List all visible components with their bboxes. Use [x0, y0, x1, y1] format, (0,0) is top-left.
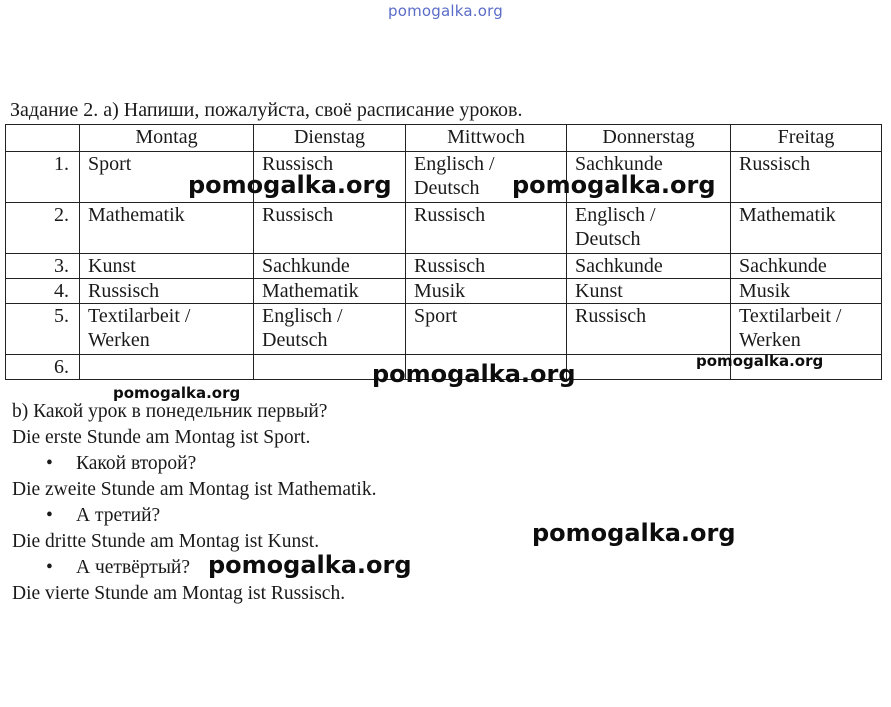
cell-line: Englisch / [575, 204, 656, 226]
question-3: А третий? [76, 505, 161, 526]
answer-2: Die zweite Stunde am Montag ist Mathematik. [12, 479, 377, 500]
watermark: pomogalka.org [696, 352, 824, 370]
cell-donnerstag [567, 304, 731, 355]
cell-line: Sport [88, 153, 132, 175]
watermark: pomogalka.org [372, 360, 576, 388]
answer-1: Die erste Stunde am Montag ist Sport. [12, 427, 311, 448]
cell-line: Russisch [262, 153, 334, 175]
cell-line: Sachkunde [575, 153, 663, 175]
answer-4: Die vierte Stunde am Montag ist Russisch. [12, 583, 346, 604]
cell-mittwoch [406, 279, 567, 304]
header-cell-mittwoch: Mittwoch [406, 125, 567, 152]
watermark: pomogalka.org [532, 519, 736, 547]
cell-dienstag [254, 203, 406, 254]
bullet-icon: • [46, 505, 53, 526]
cell-dienstag [254, 254, 406, 279]
cell-line: Mathematik [262, 280, 359, 302]
cell-line: Kunst [88, 255, 136, 277]
table-row [6, 254, 882, 279]
cell-mittwoch [406, 203, 567, 254]
bullet-icon: • [46, 453, 53, 474]
cell-line: Deutsch [262, 329, 328, 351]
cell-line: Musik [414, 280, 466, 302]
cell-line: Werken [88, 329, 150, 351]
cell-line: Sport [414, 305, 458, 327]
header-row [6, 125, 882, 152]
cell-montag [80, 279, 254, 304]
lesson-number: 3. [6, 254, 80, 279]
cell-mittwoch [406, 304, 567, 355]
cell-montag [80, 304, 254, 355]
cell-line: Deutsch [414, 177, 480, 199]
lesson-number: 2. [6, 203, 80, 254]
lesson-number: 5. [6, 304, 80, 355]
cell-line: Textilarbeit / [88, 305, 191, 327]
cell-donnerstag [567, 254, 731, 279]
cell-line: Mathematik [739, 204, 836, 226]
header-cell-dienstag: Dienstag [254, 125, 406, 152]
cell-line: Russisch [88, 280, 160, 302]
cell-line: Russisch [414, 255, 486, 277]
table-row [6, 304, 882, 355]
cell-mittwoch [406, 254, 567, 279]
cell-dienstag [254, 304, 406, 355]
cell-line: Deutsch [575, 228, 641, 250]
cell-montag [80, 355, 254, 380]
table-row [6, 152, 882, 203]
cell-dienstag [254, 279, 406, 304]
cell-line: Musik [739, 280, 791, 302]
cell-line: Russisch [739, 153, 811, 175]
table-row [6, 279, 882, 304]
table-row [6, 203, 882, 254]
header-cell-donnerstag: Donnerstag [567, 125, 731, 152]
header-watermark: pomogalka.org [388, 2, 503, 20]
cell-montag [80, 203, 254, 254]
watermark: pomogalka.org [512, 171, 716, 199]
lesson-number: 6. [6, 355, 80, 380]
task-title: Задание 2. а) Напиши, пожалуйста, своё расписание уроков. [10, 99, 523, 121]
cell-line: Mathematik [88, 204, 185, 226]
cell-freitag [731, 203, 882, 254]
bullet-icon: • [46, 557, 53, 578]
cell-line: Sachkunde [262, 255, 350, 277]
question-2: Какой второй? [76, 453, 197, 474]
cell-freitag [731, 304, 882, 355]
question-2-item [12, 451, 376, 477]
header-cell-number [6, 125, 80, 152]
header-cell-montag: Montag [80, 125, 254, 152]
question-4: А четвёртый? [76, 557, 191, 578]
header-cell-freitag: Freitag [731, 125, 882, 152]
cell-donnerstag [567, 203, 731, 254]
cell-line: Sachkunde [739, 255, 827, 277]
cell-line: Englisch / [414, 153, 495, 175]
cell-line: Werken [739, 329, 801, 351]
cell-line: Textilarbeit / [739, 305, 842, 327]
lesson-number: 1. [6, 152, 80, 203]
cell-freitag [731, 152, 882, 203]
cell-line: Sachkunde [575, 255, 663, 277]
question-3-item [12, 503, 376, 529]
watermark: pomogalka.org [208, 551, 412, 579]
cell-freitag [731, 279, 882, 304]
watermark: pomogalka.org [113, 384, 241, 402]
cell-line: Russisch [575, 305, 647, 327]
lesson-number: 4. [6, 279, 80, 304]
cell-line: Englisch / [262, 305, 343, 327]
watermark: pomogalka.org [188, 171, 392, 199]
cell-freitag [731, 254, 882, 279]
schedule-table [5, 124, 882, 380]
question-b: b) Какой урок в понедельник первый? [12, 401, 328, 422]
cell-line: Kunst [575, 280, 623, 302]
cell-montag [80, 254, 254, 279]
cell-line: Russisch [262, 204, 334, 226]
cell-line: Russisch [414, 204, 486, 226]
answer-3: Die dritte Stunde am Montag ist Kunst. [12, 531, 320, 552]
cell-donnerstag [567, 279, 731, 304]
